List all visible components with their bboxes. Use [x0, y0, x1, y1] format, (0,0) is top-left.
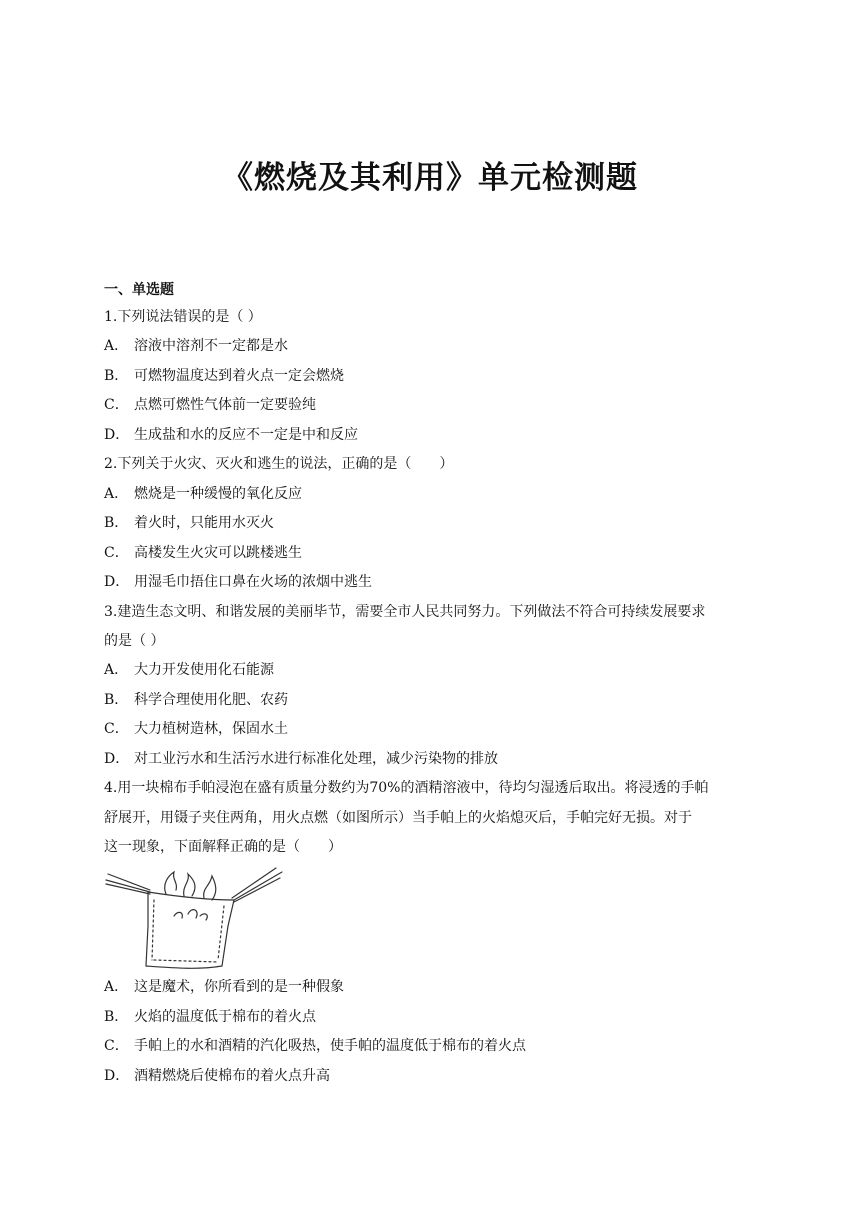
- option-text: 着火时，只能用水灭火: [134, 515, 274, 531]
- option-text: 科学合理使用化肥、农药: [134, 692, 288, 708]
- question-2-option-a[interactable]: [104, 484, 302, 504]
- question-4-stem-line-2: 舒展开，用镊子夹住两角，用火点燃（如图所示）当手帕上的火焰熄灭后，手帕完好无损。对于: [104, 810, 692, 826]
- option-text: 高楼发生火灾可以跳楼逃生: [134, 545, 302, 561]
- question-3-option-c[interactable]: [104, 719, 288, 739]
- option-text: 大力植树造林，保固水土: [134, 721, 288, 737]
- option-label: A．: [104, 662, 129, 678]
- option-label: B．: [104, 368, 129, 384]
- option-label: C．: [104, 721, 129, 737]
- question-3-option-d[interactable]: [104, 749, 498, 769]
- question-2-stem: 2.下列关于火灾、灭火和逃生的说法，正确的是（ ）: [104, 456, 454, 472]
- option-text: 对工业污水和生活污水进行标准化处理，减少污染物的排放: [134, 751, 498, 767]
- option-text: 可燃物温度达到着火点一定会燃烧: [134, 368, 344, 384]
- option-label: C．: [104, 1038, 129, 1054]
- option-label: D．: [104, 574, 130, 590]
- option-text: 燃烧是一种缓慢的氧化反应: [134, 486, 302, 502]
- question-1-option-c[interactable]: [104, 395, 316, 415]
- burning-handkerchief-figure: [104, 866, 284, 972]
- question-1-option-a[interactable]: [104, 336, 288, 356]
- option-text: 酒精燃烧后使棉布的着火点升高: [134, 1068, 330, 1084]
- option-label: C．: [104, 545, 129, 561]
- question-2-option-c[interactable]: [104, 543, 302, 563]
- option-label: D．: [104, 751, 130, 767]
- option-label: C．: [104, 397, 129, 413]
- question-3-stem-line-1: 3.建造生态文明、和谐发展的美丽毕节，需要全市人民共同努力。下列做法不符合可持续发展要求: [104, 604, 706, 620]
- question-3-stem-line-2: 的是（ ）: [104, 633, 165, 649]
- option-text: 溶液中溶剂不一定都是水: [134, 338, 288, 354]
- section-heading: 一、单选题: [104, 282, 174, 298]
- question-4-option-b[interactable]: [104, 1007, 316, 1027]
- question-2-option-d[interactable]: [104, 572, 372, 592]
- option-label: D．: [104, 427, 130, 443]
- option-label: B．: [104, 515, 129, 531]
- question-1-option-d[interactable]: [104, 425, 358, 445]
- option-text: 这是魔术，你所看到的是一种假象: [134, 979, 344, 995]
- option-text: 点燃可燃性气体前一定要验纯: [134, 397, 316, 413]
- option-text: 用湿毛巾捂住口鼻在火场的浓烟中逃生: [134, 574, 372, 590]
- question-4-stem-line-3: 这一现象，下面解释正确的是（ ）: [104, 839, 342, 855]
- question-4-option-d[interactable]: [104, 1066, 330, 1086]
- option-label: B．: [104, 1009, 129, 1025]
- question-1-option-b[interactable]: [104, 366, 344, 386]
- question-4-stem-line-1: 4.用一块棉布手帕浸泡在盛有质量分数约为70%的酒精溶液中，待均匀湿透后取出。将浸透的手帕: [104, 780, 709, 796]
- option-label: B．: [104, 692, 129, 708]
- document-title: 《燃烧及其利用》单元检测题: [222, 160, 638, 196]
- question-3-option-a[interactable]: [104, 660, 274, 680]
- option-text: 大力开发使用化石能源: [134, 662, 274, 678]
- question-2-option-b[interactable]: [104, 513, 274, 533]
- option-text: 火焰的温度低于棉布的着火点: [134, 1009, 316, 1025]
- option-label: A．: [104, 486, 129, 502]
- option-label: D．: [104, 1068, 130, 1084]
- option-label: A．: [104, 338, 129, 354]
- question-4-option-a[interactable]: [104, 977, 344, 997]
- question-4-option-c[interactable]: [104, 1036, 526, 1056]
- option-label: A．: [104, 979, 129, 995]
- question-3-option-b[interactable]: [104, 690, 288, 710]
- question-1-stem: 1.下列说法错误的是（ ）: [104, 309, 262, 325]
- option-text: 生成盐和水的反应不一定是中和反应: [134, 427, 358, 443]
- option-text: 手帕上的水和酒精的汽化吸热，使手帕的温度低于棉布的着火点: [134, 1038, 526, 1054]
